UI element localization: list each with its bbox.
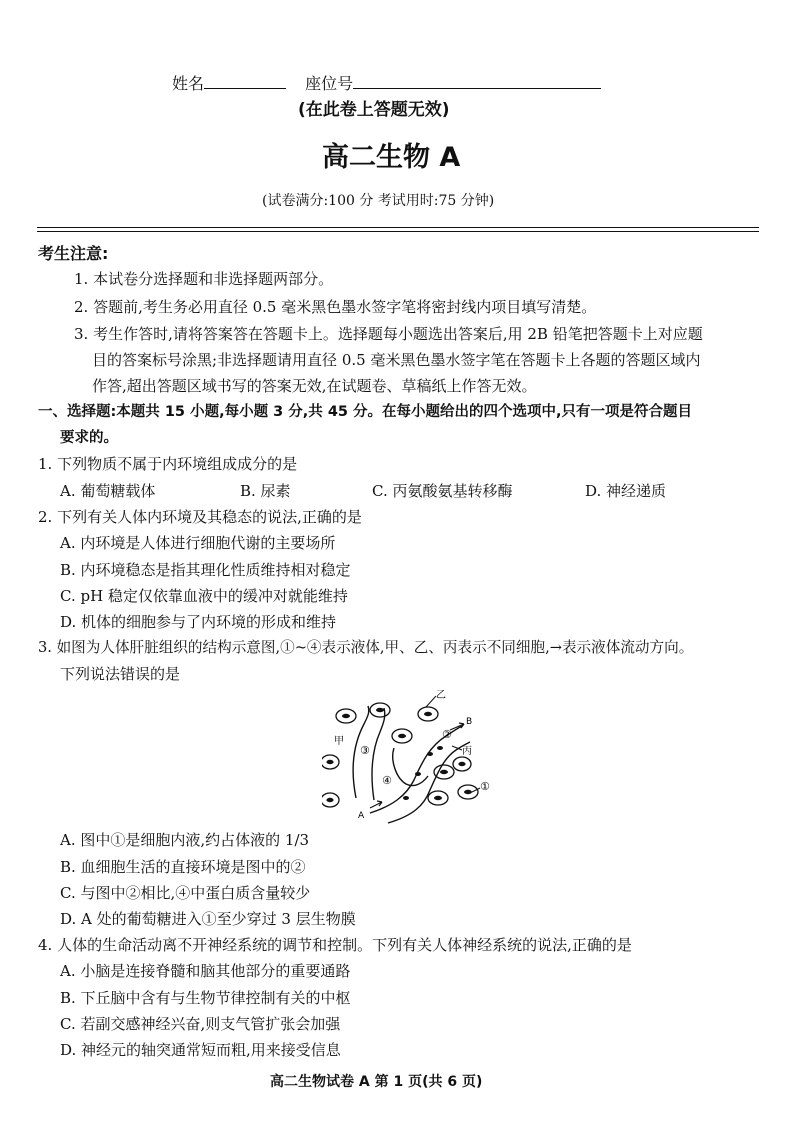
notice-heading: 考生注意:	[38, 244, 109, 263]
notice-item: 作答,超出答题区域书写的答案无效,在试题卷、草稿纸上作答无效。	[92, 377, 537, 395]
name-label: 姓名	[172, 74, 205, 93]
q4-option-b[interactable]: B. 下丘脑中含有与生物节律控制有关的中枢	[60, 989, 351, 1007]
seat-label: 座位号	[305, 74, 354, 93]
question-4-stem: 4. 人体的生命活动离不开神经系统的调节和控制。下列有关人体神经系统的说法,正确的是	[38, 936, 632, 954]
section-heading-cont: 要求的。	[60, 430, 118, 446]
notice-item: 1. 本试卷分选择题和非选择题两部分。	[74, 270, 334, 288]
q4-option-c[interactable]: C. 若副交感神经兴奋,则支气管扩张会加强	[60, 1015, 341, 1033]
label-B: B	[466, 717, 473, 727]
q1-option-c[interactable]: C. 丙氨酸氨基转移酶	[372, 482, 513, 500]
label-2: ②	[442, 728, 452, 741]
q4-option-d[interactable]: D. 神经元的轴突通常短而粗,用来接受信息	[60, 1041, 341, 1059]
label-jia: 甲	[334, 736, 344, 747]
q1-option-d[interactable]: D. 神经递质	[585, 482, 667, 500]
q4-option-a[interactable]: A. 小脑是连接脊髓和脑其他部分的重要通路	[60, 962, 351, 980]
liver-tissue-diagram	[322, 688, 512, 828]
seat-blank[interactable]	[353, 72, 601, 89]
q2-option-a[interactable]: A. 内环境是人体进行细胞代谢的主要场所	[60, 534, 336, 552]
page-footer: 高二生物试卷 A 第 1 页(共 6 页)	[270, 1074, 483, 1090]
question-1-stem: 1. 下列物质不属于内环境组成成分的是	[38, 455, 298, 473]
name-seat-line	[172, 72, 601, 95]
q3-option-d[interactable]: D. A 处的葡萄糖进入①至少穿过 3 层生物膜	[60, 910, 356, 928]
label-4: ④	[382, 774, 392, 787]
section-heading: 一、选择题:本题共 15 小题,每小题 3 分,共 45 分。在每小题给出的四个选项中,只有一项是符合题目	[38, 404, 693, 420]
notice-item: 2. 答题前,考生务必用直径 0.5 毫米黑色墨水签字笔将密封线内项目填写清楚。	[74, 298, 597, 316]
q3-option-a[interactable]: A. 图中①是细胞内液,约占体液的 1/3	[60, 831, 310, 849]
notice-item: 目的答案标号涂黑;非选择题请用直径 0.5 毫米黑色墨水签字笔在答题卡上各题的答题区域内	[92, 351, 701, 369]
question-2-stem: 2. 下列有关人体内环境及其稳态的说法,正确的是	[38, 508, 362, 526]
q2-option-b[interactable]: B. 内环境稳态是指其理化性质维持相对稳定	[60, 561, 351, 579]
name-blank[interactable]	[204, 72, 286, 89]
q3-option-c[interactable]: C. 与图中②相比,④中蛋白质含量较少	[60, 884, 311, 902]
q2-option-c[interactable]: C. pH 稳定仅依靠血液中的缓冲对就能维持	[60, 587, 348, 605]
question-3-stem: 3. 如图为人体肝脏组织的结构示意图,①~④表示液体,甲、乙、丙表示不同细胞,→表示液体流动方向。	[38, 639, 694, 656]
label-3: ③	[360, 744, 370, 757]
label-1: ①	[480, 780, 490, 793]
double-rule-top	[37, 227, 759, 228]
exam-subtitle: (试卷满分:100 分 考试用时:75 分钟)	[262, 193, 495, 209]
label-A: A	[358, 811, 365, 821]
notice-item: 3. 考生作答时,请将答案答在答题卡上。选择题每小题选出答案后,用 2B 铅笔把答题卡上对应题	[74, 325, 703, 343]
label-yi: 乙	[436, 690, 446, 701]
q1-option-b[interactable]: B. 尿素	[240, 482, 291, 500]
q1-option-a[interactable]: A. 葡萄糖载体	[60, 482, 156, 500]
label-bing: 丙	[462, 746, 472, 757]
question-3-stem-cont: 下列说法错误的是	[60, 665, 181, 683]
leader-line-yi	[426, 696, 436, 707]
q3-option-b[interactable]: B. 血细胞生活的直接环境是图中的②	[60, 858, 306, 876]
q2-option-d[interactable]: D. 机体的细胞参与了内环境的形成和维持	[60, 613, 337, 631]
double-rule-bottom	[37, 231, 759, 232]
lymph-vessel-outline	[393, 748, 428, 786]
tissue-cells	[322, 703, 478, 807]
page-title: 高二生物 A	[322, 142, 461, 173]
invalid-notice: (在此卷上答题无效)	[298, 100, 450, 120]
